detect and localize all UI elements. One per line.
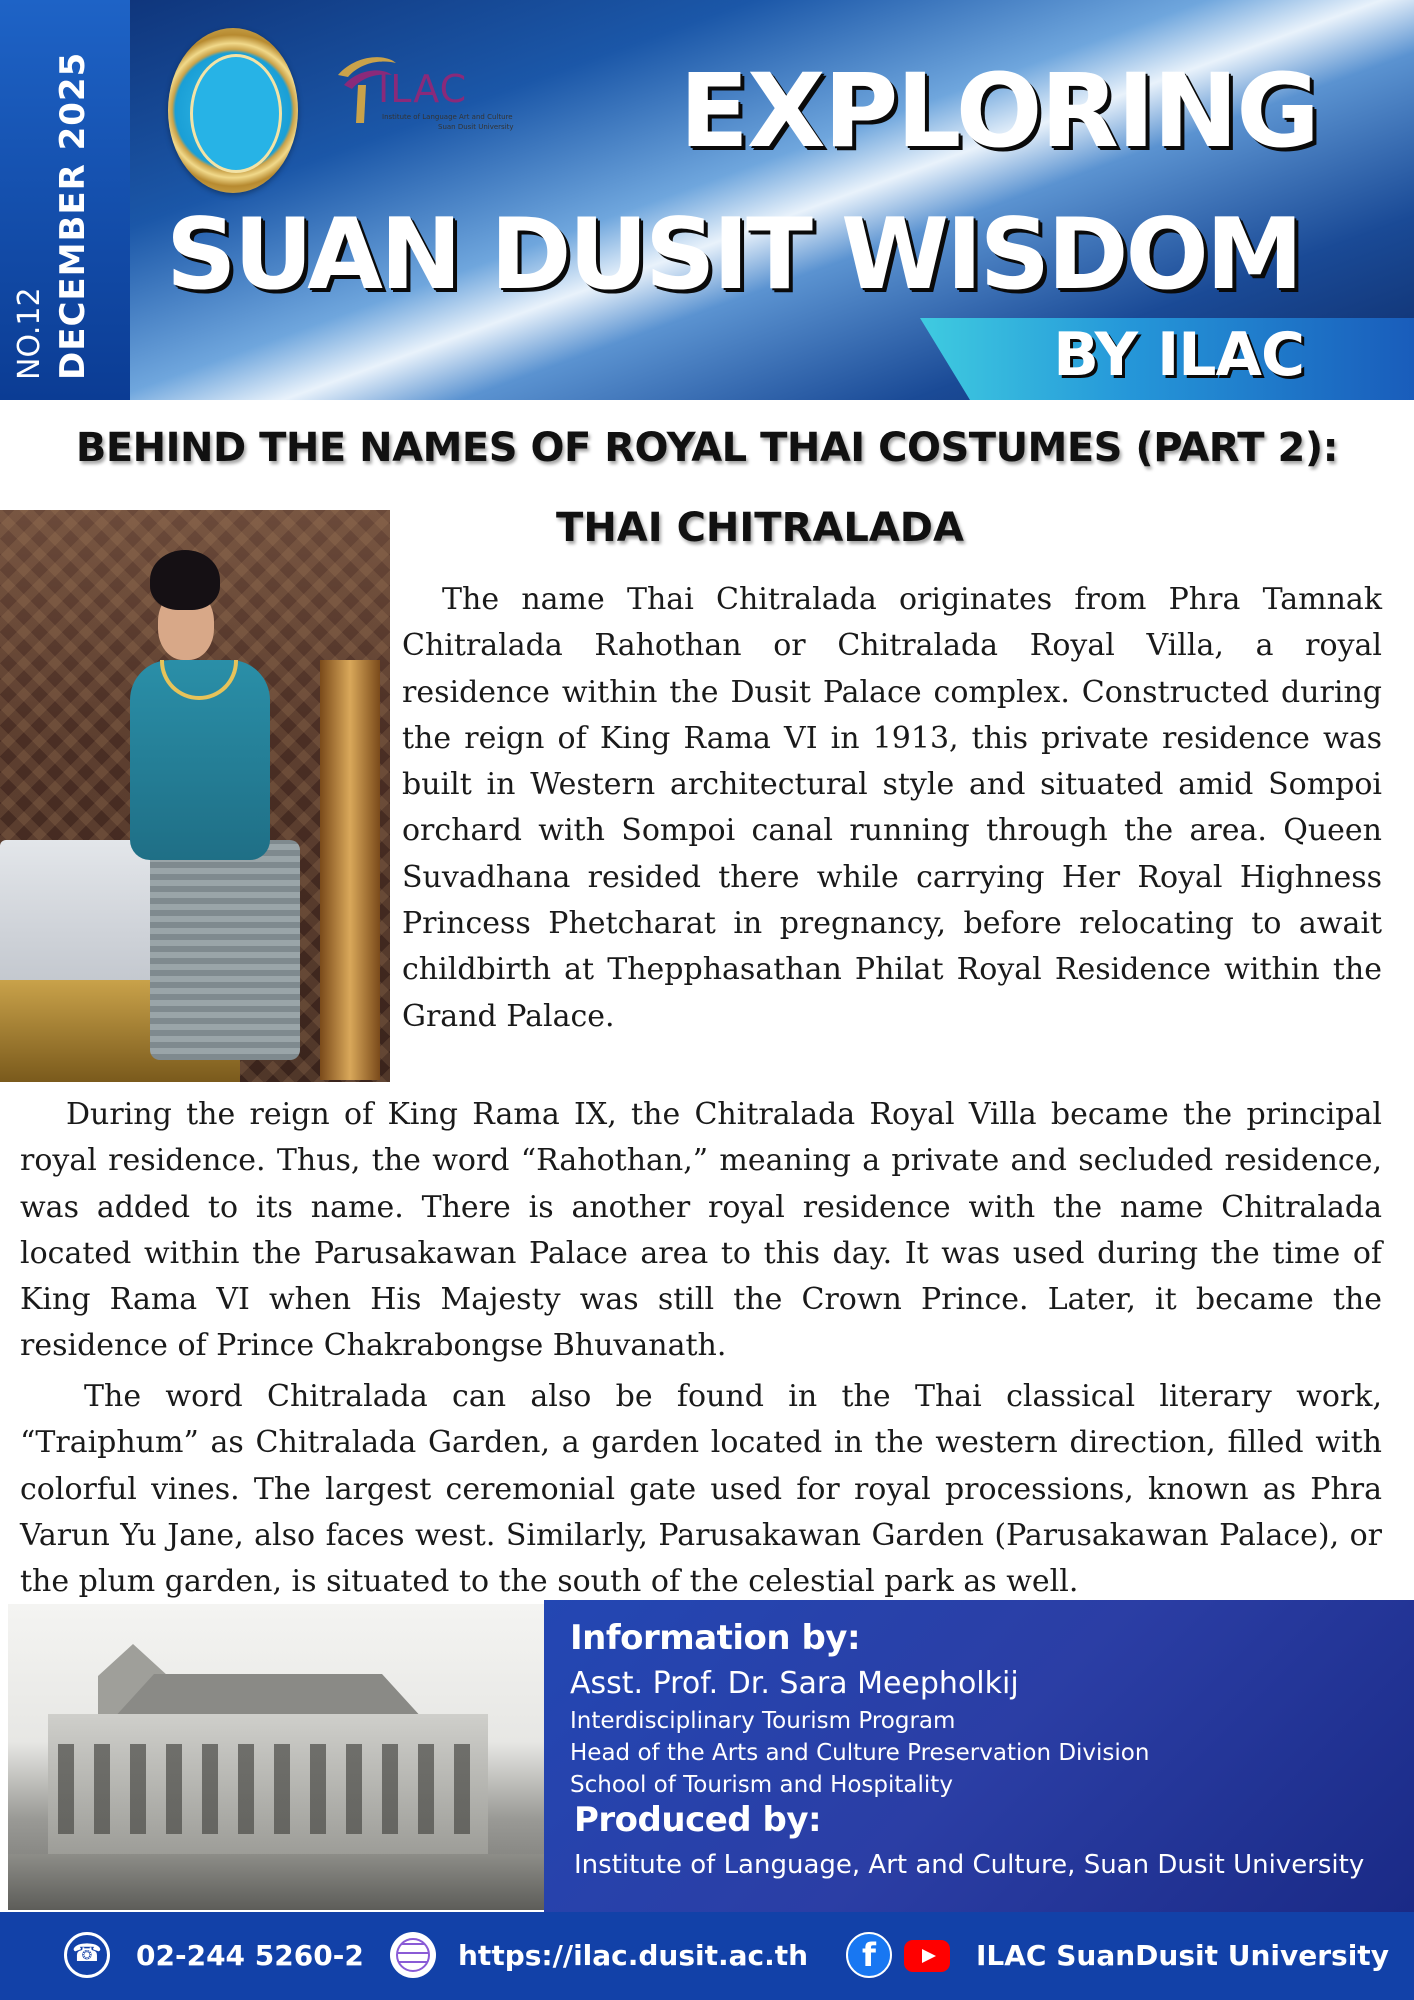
masthead-title-line-2: SUAN DUSIT WISDOM [166, 198, 1301, 312]
author-name: Asst. Prof. Dr. Sara Meepholkij [570, 1666, 1019, 1701]
article-title: BEHIND THE NAMES OF ROYAL THAI COSTUMES (PART 2): [75, 425, 1339, 471]
ilac-subtitle-1: Institute of Language Art and Culture [382, 113, 513, 121]
issue-info [10, 20, 120, 380]
globe-icon [390, 1932, 436, 1978]
phone-icon [64, 1932, 110, 1978]
ilac-subtitle-2: Suan Dusit University [438, 123, 514, 131]
byline: BY ILAC [1053, 320, 1304, 390]
credits-panel [544, 1600, 1414, 1912]
website-link[interactable]: https://ilac.dusit.ac.th [458, 1939, 809, 1972]
contact-footer [0, 1912, 1414, 2000]
queen-portrait-photo [0, 510, 390, 1082]
issue-number: NO.12 [12, 287, 47, 380]
author-affiliation-2: Head of the Arts and Culture Preservation Division [570, 1740, 1150, 1766]
chitralada-villa-photo [8, 1604, 544, 1910]
article-paragraph-3: The word Chitralada can also be found in the Thai classical literary work, “Traiphum” as Chitralada Garden, a garden located in the western direction, filled with colorful vines. The largest ceremonial gate used for royal processions, known as Phra Varun Yu Jane, also faces west. Similarly, Parusakawan Garden (Parusakawan Palace), or the plum garden, is situated to the south of the celestial park as well. [20, 1379, 1382, 1600]
facebook-icon[interactable] [846, 1932, 892, 1978]
issue-date: DECEMBER 2025 [53, 51, 93, 380]
phone-number[interactable]: 02-244 5260-2 [136, 1939, 364, 1972]
article-paragraph-2: During the reign of King Rama IX, the Chitralada Royal Villa became the principal royal residence. Thus, the word “Rahothan,” meaning a private and secluded residence, was added to its name. There is another royal residence with the name Chitralada located within the Parusakawan Palace area to this day. It was used during the time of King Rama VI when His Majesty was still the Crown Prince. Later, it became the residence of Prince Chakrabongse Bhuvanath. [20, 1097, 1382, 1364]
author-affiliation-1: Interdisciplinary Tourism Program [570, 1708, 956, 1734]
producer-name: Institute of Language, Art and Culture, Suan Dusit University [574, 1850, 1365, 1880]
article-subtitle: THAI CHITRALADA [556, 505, 964, 551]
masthead [0, 0, 1414, 400]
ilac-wordmark: ILAC [378, 67, 468, 111]
produced-heading: Produced by: [574, 1800, 822, 1840]
masthead-title-line-1: EXPLORING [679, 52, 1318, 171]
author-affiliation-3: School of Tourism and Hospitality [570, 1772, 953, 1798]
information-heading: Information by: [570, 1618, 861, 1658]
ilac-logo [330, 45, 514, 140]
social-handle[interactable]: ILAC SuanDusit University [976, 1939, 1389, 1972]
seal-center [190, 54, 282, 173]
article-paragraph-1: The name Thai Chitralada originates from Phra Tamnak Chitralada Rahothan or Chitralada Royal Villa, a royal residence within the Dusit Palace complex. Constructed during the reign of King Rama VI in 1913, this private residence was built in Western architectural style and situated amid Sompoi orchard with Sompoi canal running through the area. Queen Suvadhana resided there while carrying Her Royal Highness Princess Phetcharat in pregnancy, before relocating to await childbirth at Thepphasathan Philat Royal Residence within the Grand Palace. [402, 582, 1382, 1034]
youtube-icon[interactable] [904, 1940, 950, 1972]
university-seal-logo [168, 28, 298, 193]
